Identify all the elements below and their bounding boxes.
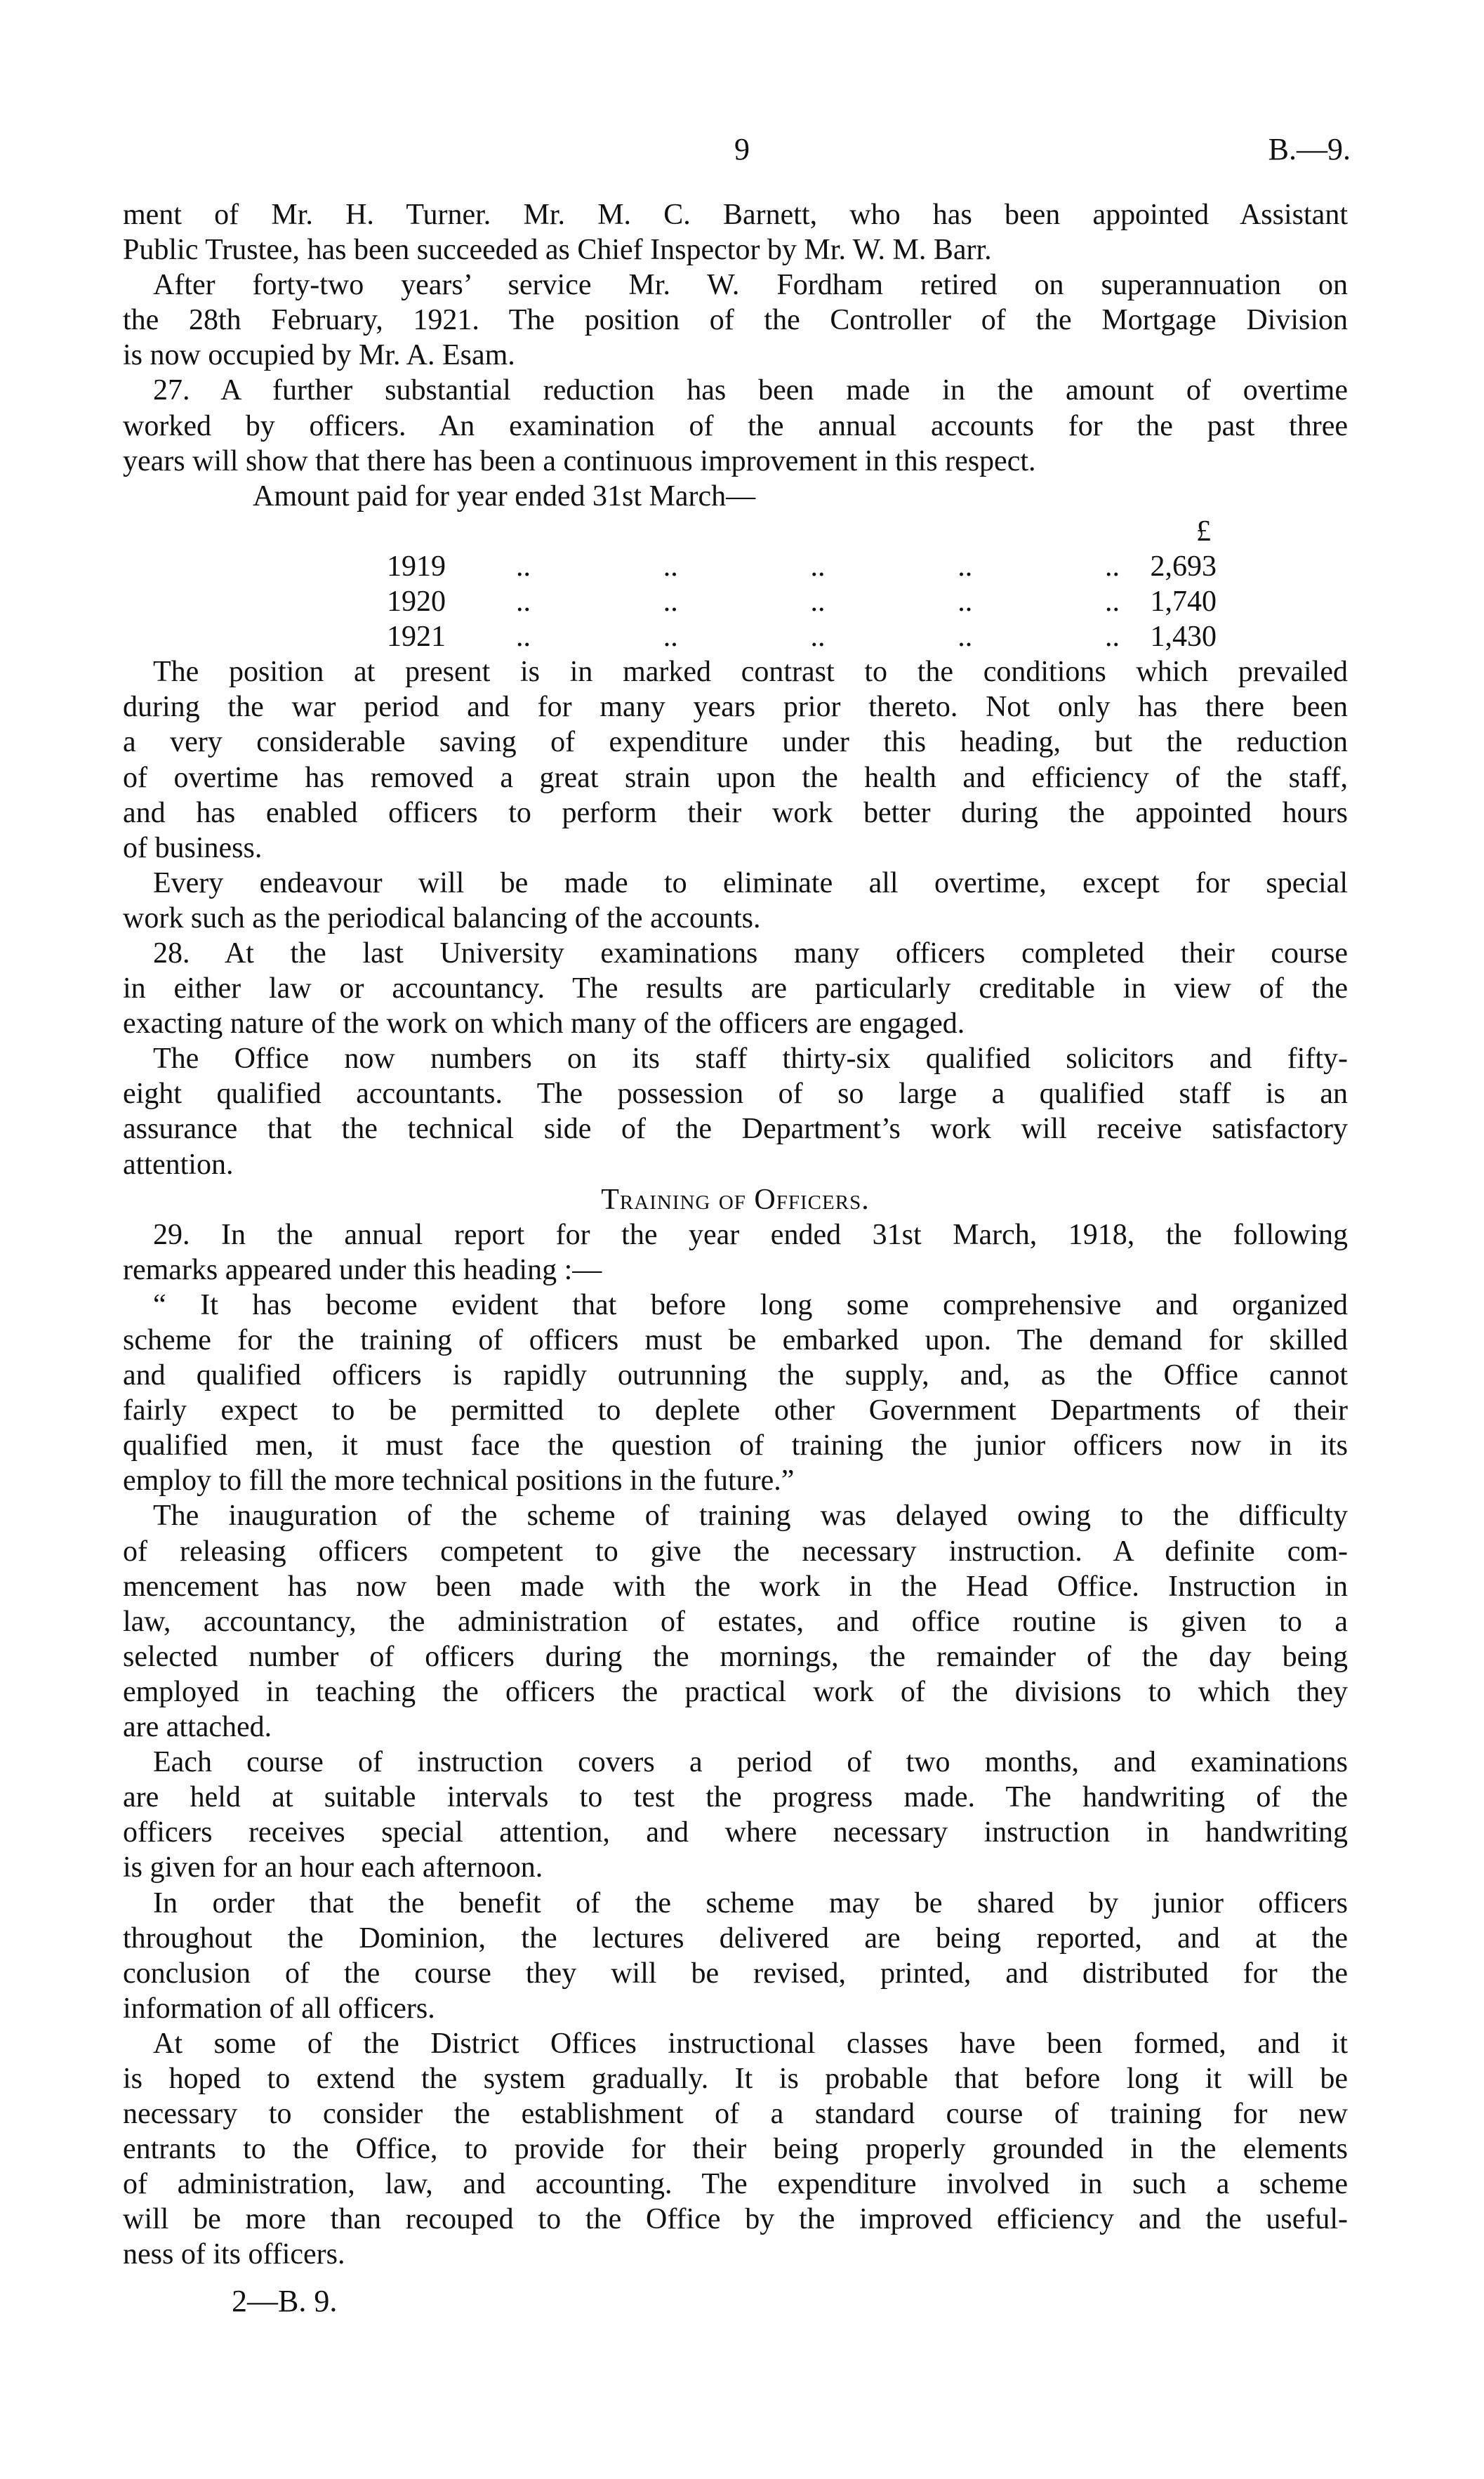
text-line: selected number of officers during the mornings, the remainder of the day being [123, 1640, 1348, 1673]
text-line: conclusion of the course they will be revised, printed, and distributed for the [123, 1957, 1348, 1990]
paragraph [123, 1041, 1348, 1182]
paragraph [123, 1217, 1348, 1288]
text-line: officers receives special attention, and where necessary instruction in handwriting [123, 1816, 1348, 1849]
paragraph [123, 2026, 1348, 2273]
text-line: during the war period and for many years prior thereto. Not only has there been [123, 691, 1348, 724]
text-line: The Office now numbers on its staff thirty-six qualified solicitors and fifty- [153, 1043, 1348, 1076]
text-line: and qualified officers is rapidly outrunning the supply, and, as the Office cannot [123, 1359, 1348, 1392]
text-line: of releasing officers competent to give the necessary instruction. A definite com- [123, 1535, 1348, 1568]
leader-dots: .. .. .. .. .. [516, 621, 1120, 654]
text-line: attention. [123, 1148, 234, 1181]
table-row [123, 549, 1348, 584]
text-line: of administration, law, and accounting. The expenditure involved in such a scheme [123, 2168, 1348, 2201]
paragraph [123, 1886, 1348, 2026]
text-line: Public Trustee, has been succeeded as Chief Inspector by Mr. W. M. Barr. [123, 234, 992, 267]
text-line: The inauguration of the scheme of training was delayed owing to the difficulty [153, 1500, 1348, 1533]
text-line: ment of Mr. H. Turner. Mr. M. C. Barnett, who has been appointed Assistant [123, 199, 1348, 231]
paragraph [123, 197, 1348, 267]
page-number: 9 [734, 132, 750, 166]
year-cell: 1921 [387, 621, 446, 654]
table-row [123, 584, 1348, 619]
table-currency-header [123, 514, 1348, 549]
text-line: exacting nature of the work on which many of the officers are engaged. [123, 1007, 965, 1040]
amount-cell: 1,430 [1150, 621, 1217, 654]
leader-dots: .. .. .. .. .. [516, 586, 1120, 619]
text-line: fairly expect to be permitted to deplete other Government Departments of their [123, 1394, 1348, 1427]
text-line: Every endeavour will be made to eliminate all overtime, except for special [153, 866, 1348, 899]
text-line: is hoped to extend the system gradually. It is probable that before long it will be [123, 2062, 1348, 2095]
text-line: 28. At the last University examinations many officers completed their course [153, 937, 1348, 970]
paragraph [123, 479, 1348, 514]
text-line: qualified men, it must face the question of training the junior officers now in its [123, 1429, 1348, 1462]
text-line: Each course of instruction covers a period of two months, and examinations [153, 1746, 1348, 1779]
paragraph [123, 866, 1348, 936]
text-line: work such as the periodical balancing of the accounts. [123, 901, 761, 934]
document-body [123, 197, 1348, 2273]
text-line: After forty-two years’ service Mr. W. Fordham retired on superannuation on [153, 269, 1348, 302]
text-line: is given for an hour each afternoon. [123, 1851, 543, 1884]
text-line: assurance that the technical side of the Department’s work will receive satisfactory [123, 1113, 1348, 1146]
amount-cell: 1,740 [1150, 586, 1217, 619]
text-line: “ It has become evident that before long some comprehensive and organized [153, 1288, 1348, 1321]
text-line: a very considerable saving of expenditure under this heading, but the reduction [123, 726, 1348, 759]
currency-symbol: £ [1196, 515, 1211, 548]
paragraph [123, 654, 1348, 866]
text-line: scheme for the training of officers must be embarked upon. The demand for skilled [123, 1324, 1348, 1356]
text-line: In order that the benefit of the scheme may be shared by junior officers [153, 1886, 1348, 1919]
text-line: of overtime has removed a great strain upon the health and efficiency of the staff, [123, 761, 1348, 794]
text-line: the 28th February, 1921. The position of the Controller of the Mortgage Division [123, 304, 1348, 337]
paragraph [123, 373, 1348, 478]
text-line: Training of Officers. [601, 1183, 870, 1216]
text-line: of business. [123, 831, 263, 864]
text-line: in either law or accountancy. The results are particularly creditable in view of the [123, 972, 1348, 1005]
paragraph [123, 1288, 1348, 1499]
section-heading [123, 1182, 1348, 1217]
text-line: is now occupied by Mr. A. Esam. [123, 339, 515, 372]
text-line: law, accountancy, the administration of estates, and office routine is given to a [123, 1605, 1348, 1638]
paragraph [123, 1498, 1348, 1745]
paragraph [123, 267, 1348, 373]
text-line: The position at present is in marked contrast to the conditions which prevailed [153, 656, 1348, 689]
text-line: employed in teaching the officers the practical work of the divisions to which they [123, 1675, 1348, 1708]
text-line: employ to fill the more technical positions in the future.” [123, 1465, 795, 1498]
text-line: throughout the Dominion, the lectures delivered are being reported, and at the [123, 1922, 1348, 1955]
amount-cell: 2,693 [1150, 550, 1217, 583]
text-line: information of all officers. [123, 1992, 435, 2025]
year-cell: 1920 [387, 586, 446, 619]
printer-signature: 2—B. 9. [232, 2284, 338, 2318]
leader-dots: .. .. .. .. .. [516, 550, 1120, 583]
text-line: mencement has now been made with the work in the Head Office. Instruction in [123, 1570, 1348, 1603]
document-reference: B.—9. [1268, 132, 1351, 166]
text-line: Amount paid for year ended 31st March— [253, 480, 756, 513]
paragraph [123, 936, 1348, 1041]
text-line: eight qualified accountants. The possession of so large a qualified staff is an [123, 1078, 1348, 1111]
text-line: At some of the District Offices instructional classes have been formed, and it [153, 2027, 1348, 2060]
text-line: remarks appeared under this heading :— [123, 1253, 602, 1286]
text-line: 29. In the annual report for the year ended 31st March, 1918, the following [153, 1218, 1348, 1251]
paragraph [123, 1745, 1348, 1885]
text-line: 27. A further substantial reduction has been made in the amount of overtime [153, 374, 1348, 407]
text-line: will be more than recouped to the Office by the improved efficiency and the useful- [123, 2203, 1348, 2236]
text-line: years will show that there has been a continuous improvement in this respect. [123, 444, 1036, 477]
text-line: are held at suitable intervals to test the progress made. The handwriting of the [123, 1781, 1348, 1814]
year-cell: 1919 [387, 550, 446, 583]
text-line: entrants to the Office, to provide for their being properly grounded in the elements [123, 2133, 1348, 2166]
text-line: ness of its officers. [123, 2238, 345, 2271]
text-line: are attached. [123, 1711, 272, 1744]
text-line: necessary to consider the establishment of a standard course of training for new [123, 2098, 1348, 2131]
text-line: and has enabled officers to perform their work better during the appointed hours [123, 796, 1348, 829]
table-row [123, 619, 1348, 654]
text-line: worked by officers. An examination of the annual accounts for the past three [123, 409, 1348, 442]
